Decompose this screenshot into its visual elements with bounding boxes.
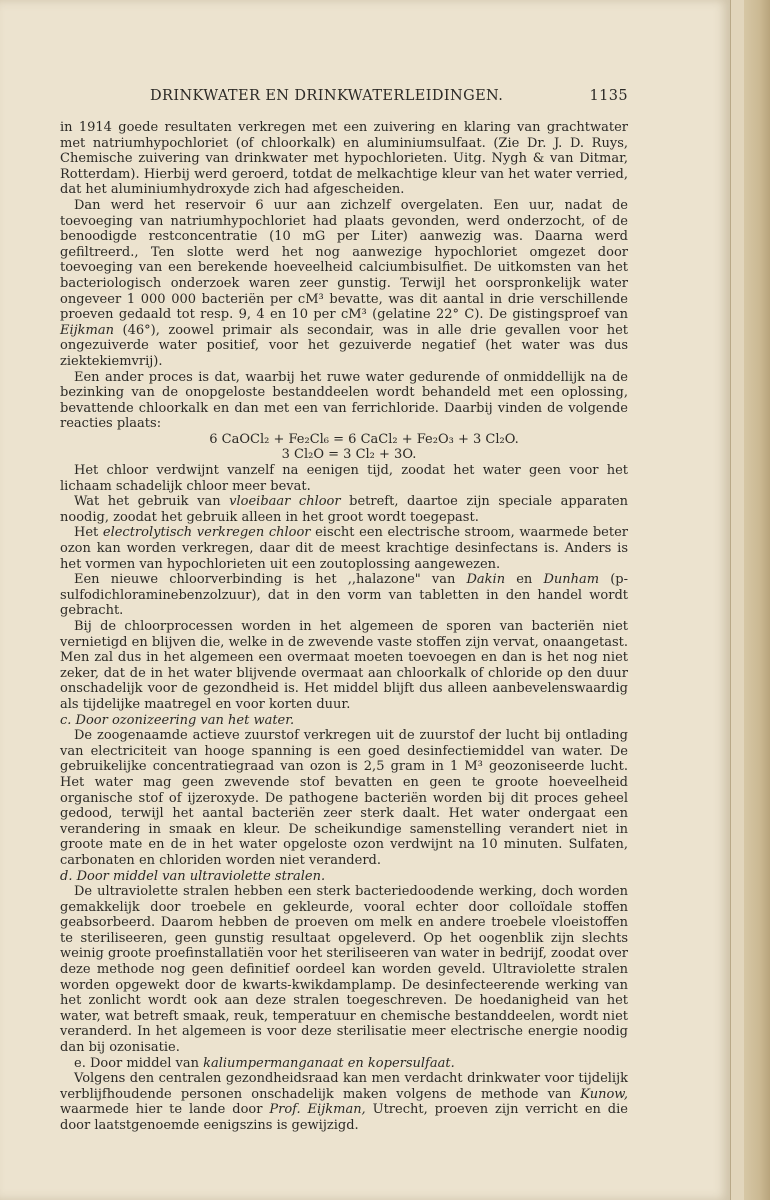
kalium-title: kaliumpermanganaat en kopersulfaat. bbox=[203, 1055, 455, 1071]
kunow-name: Kunow, bbox=[580, 1086, 628, 1102]
paragraph-7 bbox=[60, 572, 628, 619]
electrolytisch-chloor: electrolytisch verkregen chloor bbox=[102, 525, 311, 541]
eijkman-name: Eijkman bbox=[60, 322, 115, 338]
formula-2: 3 Cl₂O = 3 Cl₂ + 3O. bbox=[281, 447, 417, 463]
formula-1: 6 CaOCl₂ + Fe₂Cl₆ = 6 CaCl₂ + Fe₂O₃ + 3 Cl₂O. bbox=[209, 431, 519, 447]
paragraph-14-a: Volgens den centralen gezondheidsraad kan men verdacht drinkwater voor tijdelijk verblijfhoudende personen onschadelijk maken volgens de methode van bbox=[60, 1071, 628, 1102]
page-number: 1135 bbox=[589, 88, 628, 104]
section-e-prefix: e. Door middel van bbox=[74, 1055, 204, 1071]
section-e-heading bbox=[60, 1056, 628, 1072]
paragraph-2-text: Dan werd het reservoir 6 uur aan zichzelf overgelaten. Een uur, nadat de toevoeging van natriumhypochloriet had plaats gevonden, werd onderzocht, of de benoodigde restconcentratie (10 mG per Liter) aanwezig was. Daarna werd gefiltreerd., Ten slotte werd het nog aanwezige hypochloriet omgezet door toevoeging van een berekende hoeveelheid calciumbisulfiet. De uitkomsten van het bacteriologisch onderzoek waren zeer gunstig. Terwijl het oorspronkelijk water ongeveer 1 000 000 bacteriën per cM³ bevatte, was dit aantal in drie verschillende proeven gedaald tot resp. 9, 4 en 10 per cM³ (gelatine 22° C). De gistingsproef van bbox=[60, 197, 628, 323]
paragraph-14-c: Utrecht, proeven zijn verricht en die door laatstgenoemde eenigszins is gewijzigd. bbox=[60, 1102, 628, 1133]
paragraph-6 bbox=[60, 525, 628, 572]
running-header bbox=[60, 88, 628, 108]
paragraph-6-b: eischt een electrische stroom, waarmede beter ozon kan worden verkregen, daar dit de meest krachtige desinfectans is. Anders is het vormen van hypochlorieten uit een zoutoplossing aangewezen. bbox=[60, 525, 629, 572]
paragraph-2 bbox=[60, 198, 628, 370]
paragraph-2-tail: (46°), zoowel primair als secondair, was in alle drie gevallen voor het ongezuiverde water positief, voor het gezuiverde negatief (het water was dus ziektekiemvrij). bbox=[60, 322, 628, 369]
paragraph-7-a: Een nieuwe chloorverbinding is het ,,halazone" van bbox=[74, 572, 467, 588]
page-edge bbox=[730, 0, 745, 1200]
paragraph-1: in 1914 goede resultaten verkregen met een zuivering en klaring van grachtwater met natriumhypochloriet (of chloorkalk) en aluminiumsulfaat. (Zie Dr. J. D. Ruys, Chemische zuivering van drinkwater met hypochlorieten. Uitg. Nygh & van Ditmar, Rotterdam). Hierbij werd geroerd, totdat de melkachtige kleur van het water verried, dat het aluminiumhydroxyde zich had afgescheiden. bbox=[60, 120, 628, 198]
vloeibaar-chloor: vloeibaar chloor bbox=[229, 494, 341, 510]
dunham-name: Dunham bbox=[543, 572, 600, 588]
paragraph-7-b: en bbox=[505, 572, 544, 588]
paragraph-3: Een ander proces is dat, waarbij het ruwe water gedurende of onmiddellijk na de bezinking van de onopgeloste bestanddeelen wordt behandeld met een oplossing, bevattende chloorkalk en dan met een van ferrichloride. Daarbij vinden de volgende reacties plaats: bbox=[60, 369, 628, 432]
section-d-heading: d. Door middel van ultraviolette stralen. bbox=[60, 868, 326, 884]
paragraph-4: Het chloor verdwijnt vanzelf na eenigen tijd, zoodat het water geen voor het lichaam schadelijk chloor meer bevat. bbox=[60, 463, 628, 494]
paragraph-12: De ultraviolette stralen hebben een sterk bacteriedoodende werking, doch worden gemakkelijk door troebele en gekleurde, vooral echter door colloïdale stoffen geabsorbeerd. Daarom hebben de proeven om melk en andere troebele vloeistoffen te steriliseeren, geen gunstig resultaat opgeleverd. Op het oogenblik zijn slechts weinig groote proefinstallatiën voor het steriliseeren van water in bedrijf, zoodat over deze methode nog geen definitief oordeel kan worden geveld. Ultraviolette stralen worden opgewekt door de kwarts-kwikdamplamp. De desinfecteerende werking van het zonlicht wordt ook aan deze stralen toegeschreven. De hoedanigheid van het water, wat betreft smaak, reuk, temperatuur en chemische bestanddeelen, wordt niet veranderd. In het algemeen is voor deze sterilisatie meer electrische energie noodig dan bij ozonisatie. bbox=[60, 884, 628, 1056]
paragraph-8: Bij de chloorprocessen worden in het algemeen de sporen van bacteriën niet vernietigd en blijven die, welke in de zwevende vaste stoffen zijn vervat, onaangetast. Men zal dus in het algemeen een overmaat moeten toevoegen en dan is het nog niet zeker, dat de in het water blijvende overmaat aan chloorkalk of chloride op den duur onschadelijk voor de gezondheid is. Het middel blijft dus alleen aanbevelenswaardig als tijdelijke maatregel en voor korten duur. bbox=[60, 619, 628, 712]
paragraph-7-c: (p-sulfodichloraminebenzolzuur), dat in den vorm van tabletten in den handel wordt gebracht. bbox=[60, 572, 628, 619]
paragraph-10: De zoogenaamde actieve zuurstof verkregen uit de zuurstof der lucht bij ontlading van electriciteit van hooge spanning is een goed desinfectiemiddel van water. De gebruikelijke concentratiegraad van ozon is 2,5 gram in 1 M³ geozoniseerde lucht. Het water mag geen zwevende stof bevatten en geen te groote hoeveelheid organische stof of ijzeroxyde. De pathogene bacteriën worden bij dit proces geheel gedood, terwijl het aantal bacteriën zeer sterk daalt. Het water ondergaat een verandering in smaak en kleur. De scheikundige samenstelling verandert niet in groote mate en de in het water opgeloste ozon verdwijnt na 10 minuten. Sulfaten, carbonaten en chloriden worden niet veranderd. bbox=[60, 728, 628, 868]
body-text bbox=[60, 120, 628, 1134]
paragraph-5-a: Wat het gebruik van bbox=[74, 494, 230, 510]
paragraph-14 bbox=[60, 1071, 628, 1133]
paragraph-5 bbox=[60, 494, 628, 525]
paragraph-14-b: waarmede hier te lande door bbox=[60, 1102, 270, 1118]
paragraph-5-b: betreft, daartoe zijn speciale apparaten noodig, zoodat het gebruik alleen in het groot wordt toegepast. bbox=[60, 494, 628, 525]
prof-eijkman-name: Prof. Eijkman, bbox=[269, 1102, 366, 1118]
section-c-heading: c. Door ozonizeering van het water. bbox=[60, 712, 295, 728]
page-title: DRINKWATER EN DRINKWATERLEIDINGEN. bbox=[150, 88, 504, 104]
book-spine-edge bbox=[744, 0, 770, 1200]
paragraph-6-a: Het bbox=[74, 525, 103, 541]
dakin-name: Dakin bbox=[466, 572, 506, 588]
